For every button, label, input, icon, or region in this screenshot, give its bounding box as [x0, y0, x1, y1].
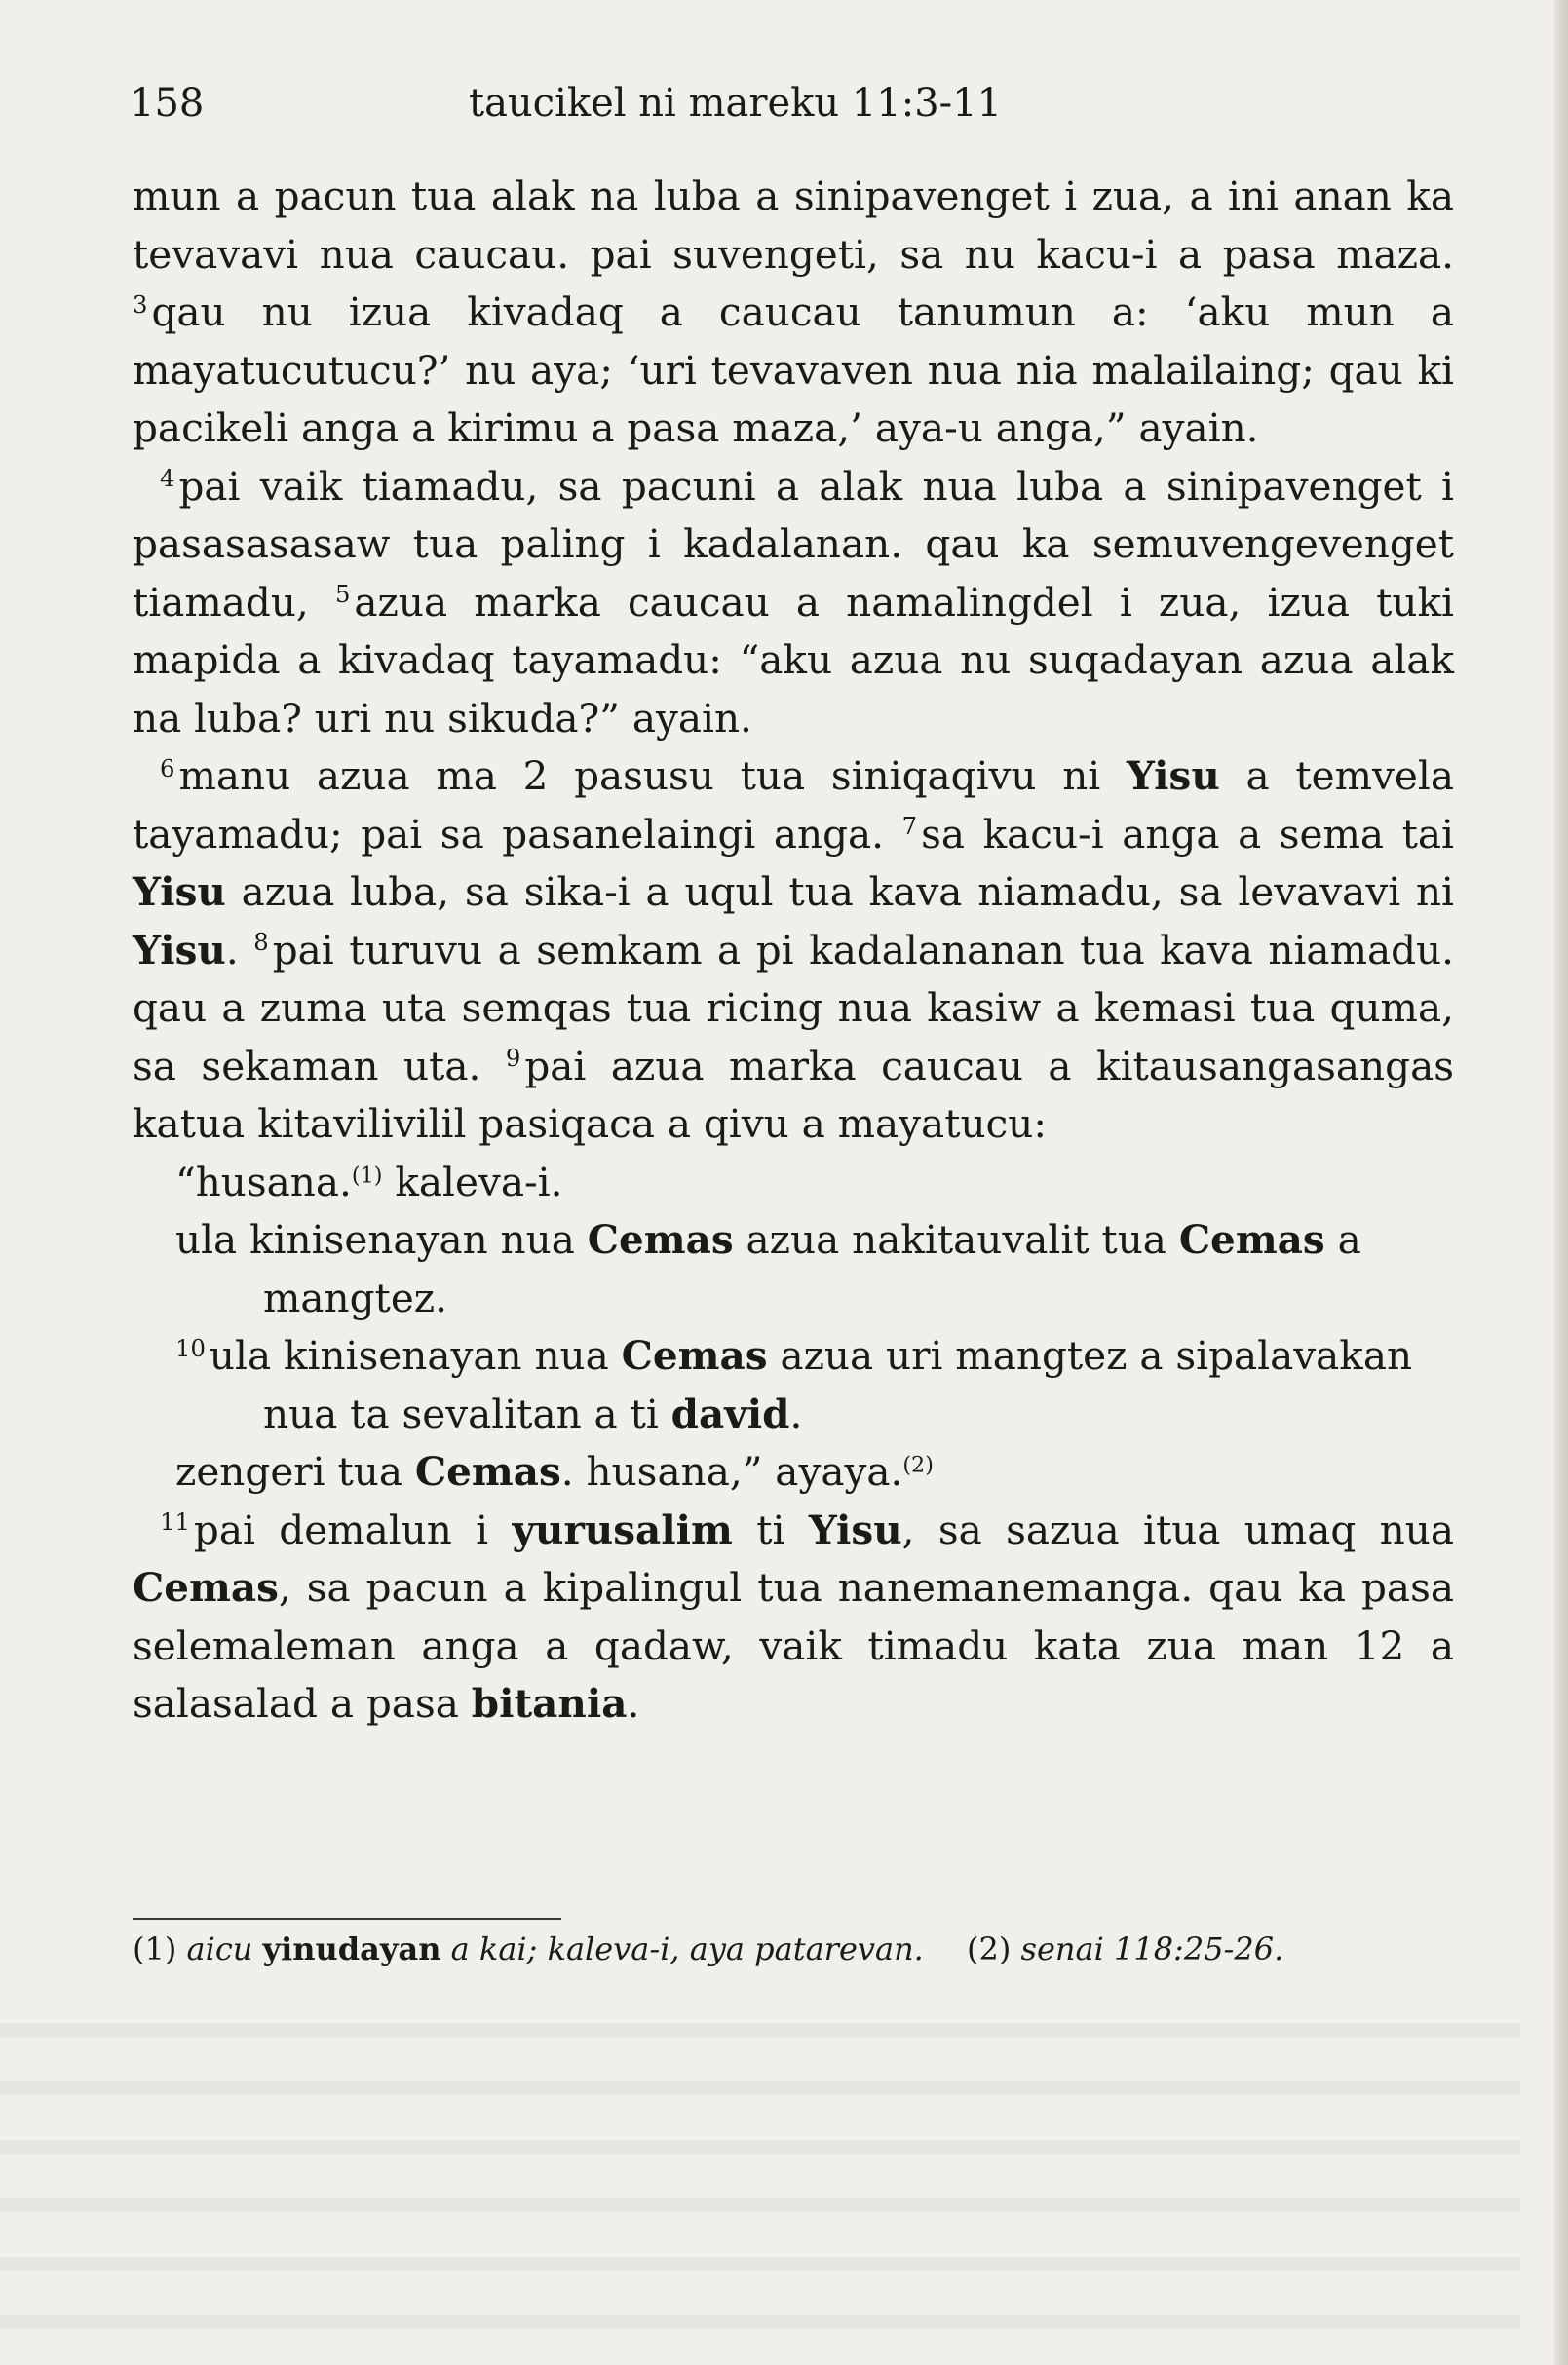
name-yisu: Yisu — [133, 868, 226, 915]
text-run: ula kinisenayan nua — [209, 1332, 622, 1379]
footnote-marker: (1) — [351, 1163, 383, 1189]
verse-number: 7 — [901, 812, 918, 841]
text-run: senai 118:25-26. — [1020, 1930, 1284, 1967]
text-run: azua luba, sa sika-i a uqul tua kava niamadu, sa levavavi ni — [225, 868, 1454, 915]
name-yisu: Yisu — [1126, 752, 1220, 799]
footnote-1 — [133, 1930, 924, 1967]
running-title: taucikel ni mareku 11:3-11 — [469, 81, 1003, 126]
text-run: a kai; kaleva-i, aya patarevan. — [450, 1930, 924, 1967]
name-cemas: Cemas — [414, 1448, 561, 1495]
footnote-marker: (2) — [902, 1452, 934, 1478]
paragraph-4 — [133, 1502, 1454, 1734]
text-run: yinudayan — [262, 1930, 441, 1967]
paragraph-1 — [133, 168, 1454, 458]
name-cemas: Cemas — [621, 1332, 768, 1379]
poetry-line-1 — [175, 1154, 1454, 1212]
text-run: , sa pacun a kipalingul tua nanemanemanga. qau ka pasa selemaleman anga a qadaw, vaik timadu kata zua man 12 a salasalad a pasa — [133, 1564, 1454, 1727]
verse-number: 5 — [334, 580, 351, 609]
footnote-2 — [967, 1930, 1283, 1967]
text-run: azua nakitauvalit tua — [733, 1216, 1179, 1263]
text-run: pai demalun i — [193, 1506, 513, 1553]
name-yisu: Yisu — [133, 926, 226, 973]
name-cemas: Cemas — [1178, 1216, 1325, 1263]
text-run: pai vaik tiamadu, sa pacuni a alak nua luba a sinipavenget i pasasasasaw tua paling i kadalanan. qau ka semuvengevenget tiamadu, — [133, 462, 1454, 626]
text-run: pai azua marka caucau a kitausangasangas katua kitavilivilil pasiqaca a qivu a mayatucu: — [133, 1042, 1454, 1147]
text-run: , sa sazua itua umaq nua — [901, 1506, 1454, 1553]
verse-number: 9 — [505, 1044, 521, 1073]
text-run: azua uri mangtez a sipalavakan nua ta sevalitan a ti — [263, 1332, 1413, 1437]
paragraph-2 — [133, 458, 1454, 748]
verse-number: 3 — [133, 289, 148, 319]
text-run: ula kinisenayan nua — [175, 1216, 588, 1263]
text-run: qau nu izua kivadaq a caucau tanumun a: ‘aku mun a mayatucutucu?’ nu aya; ‘uri tevavaven nua nia malailaing; qau ki pacikeli anga a kirimu a pasa maza,’ aya-u anga,” ayain. — [133, 288, 1454, 451]
poetry-line-2 — [175, 1211, 1454, 1327]
text-run: . — [225, 926, 254, 973]
text-run: a mangtez. — [263, 1216, 1361, 1321]
text-run: pai turuvu a semkam a pi kadalananan tua kava niamadu. qau a zuma uta semqas tua ricing nua kasiw a kemasi tua quma, sa sekaman uta. — [133, 926, 1455, 1089]
footnotes — [133, 1918, 1454, 1970]
text-run: . husana,” ayaya. — [560, 1448, 903, 1495]
scripture-text — [133, 168, 1454, 1734]
text-run: zengeri tua — [175, 1448, 415, 1495]
text-run: . — [789, 1390, 803, 1437]
name-cemas: Cemas — [587, 1216, 734, 1263]
text-run: kaleva-i. — [382, 1158, 563, 1205]
text-run: manu azua ma 2 pasusu tua siniqaqivu ni — [178, 752, 1127, 799]
poetry-line-4 — [175, 1443, 1454, 1502]
verse-number: 11 — [160, 1507, 190, 1537]
paragraph-3 — [133, 747, 1454, 1154]
verse-number: 6 — [160, 753, 175, 782]
text-run: ti — [732, 1506, 809, 1553]
verse-number: 10 — [175, 1333, 206, 1362]
place-yurusalim: yurusalim — [512, 1506, 733, 1553]
name-cemas: Cemas — [133, 1564, 279, 1611]
text-run: a temvela tayamadu; pai sa pasanelaingi anga. — [133, 752, 1454, 858]
text-run: sa kacu-i anga a sema tai — [921, 810, 1455, 858]
show-through-texture — [0, 1978, 1520, 2365]
page-edge — [1554, 0, 1568, 2365]
poetry-line-3 — [175, 1327, 1454, 1443]
text-run: . — [627, 1680, 640, 1727]
name-david: david — [670, 1390, 790, 1437]
text-run: azua marka caucau a namalingdel i zua, izua tuki mapida a kivadaq tayamadu: “aku azua nu suqadayan azua alak na luba? uri nu sikuda?” ayain. — [133, 578, 1454, 742]
footnote-divider — [133, 1918, 561, 1920]
verse-number: 8 — [253, 928, 269, 957]
page-number: 158 — [130, 81, 205, 126]
footnote-mark: (1) — [133, 1930, 177, 1967]
footnote-mark: (2) — [967, 1930, 1012, 1967]
text-run: mun a pacun tua alak na luba a sinipavenget i zua, a ini anan ka tevavavi nua caucau. pai suvengeti, sa nu kacu-i a pasa maza. — [133, 172, 1454, 278]
text-run: “husana. — [175, 1158, 352, 1205]
name-yisu: Yisu — [808, 1506, 902, 1553]
text-run: aicu — [186, 1930, 253, 1967]
place-bitania: bitania — [471, 1680, 628, 1727]
verse-number: 4 — [160, 464, 175, 493]
